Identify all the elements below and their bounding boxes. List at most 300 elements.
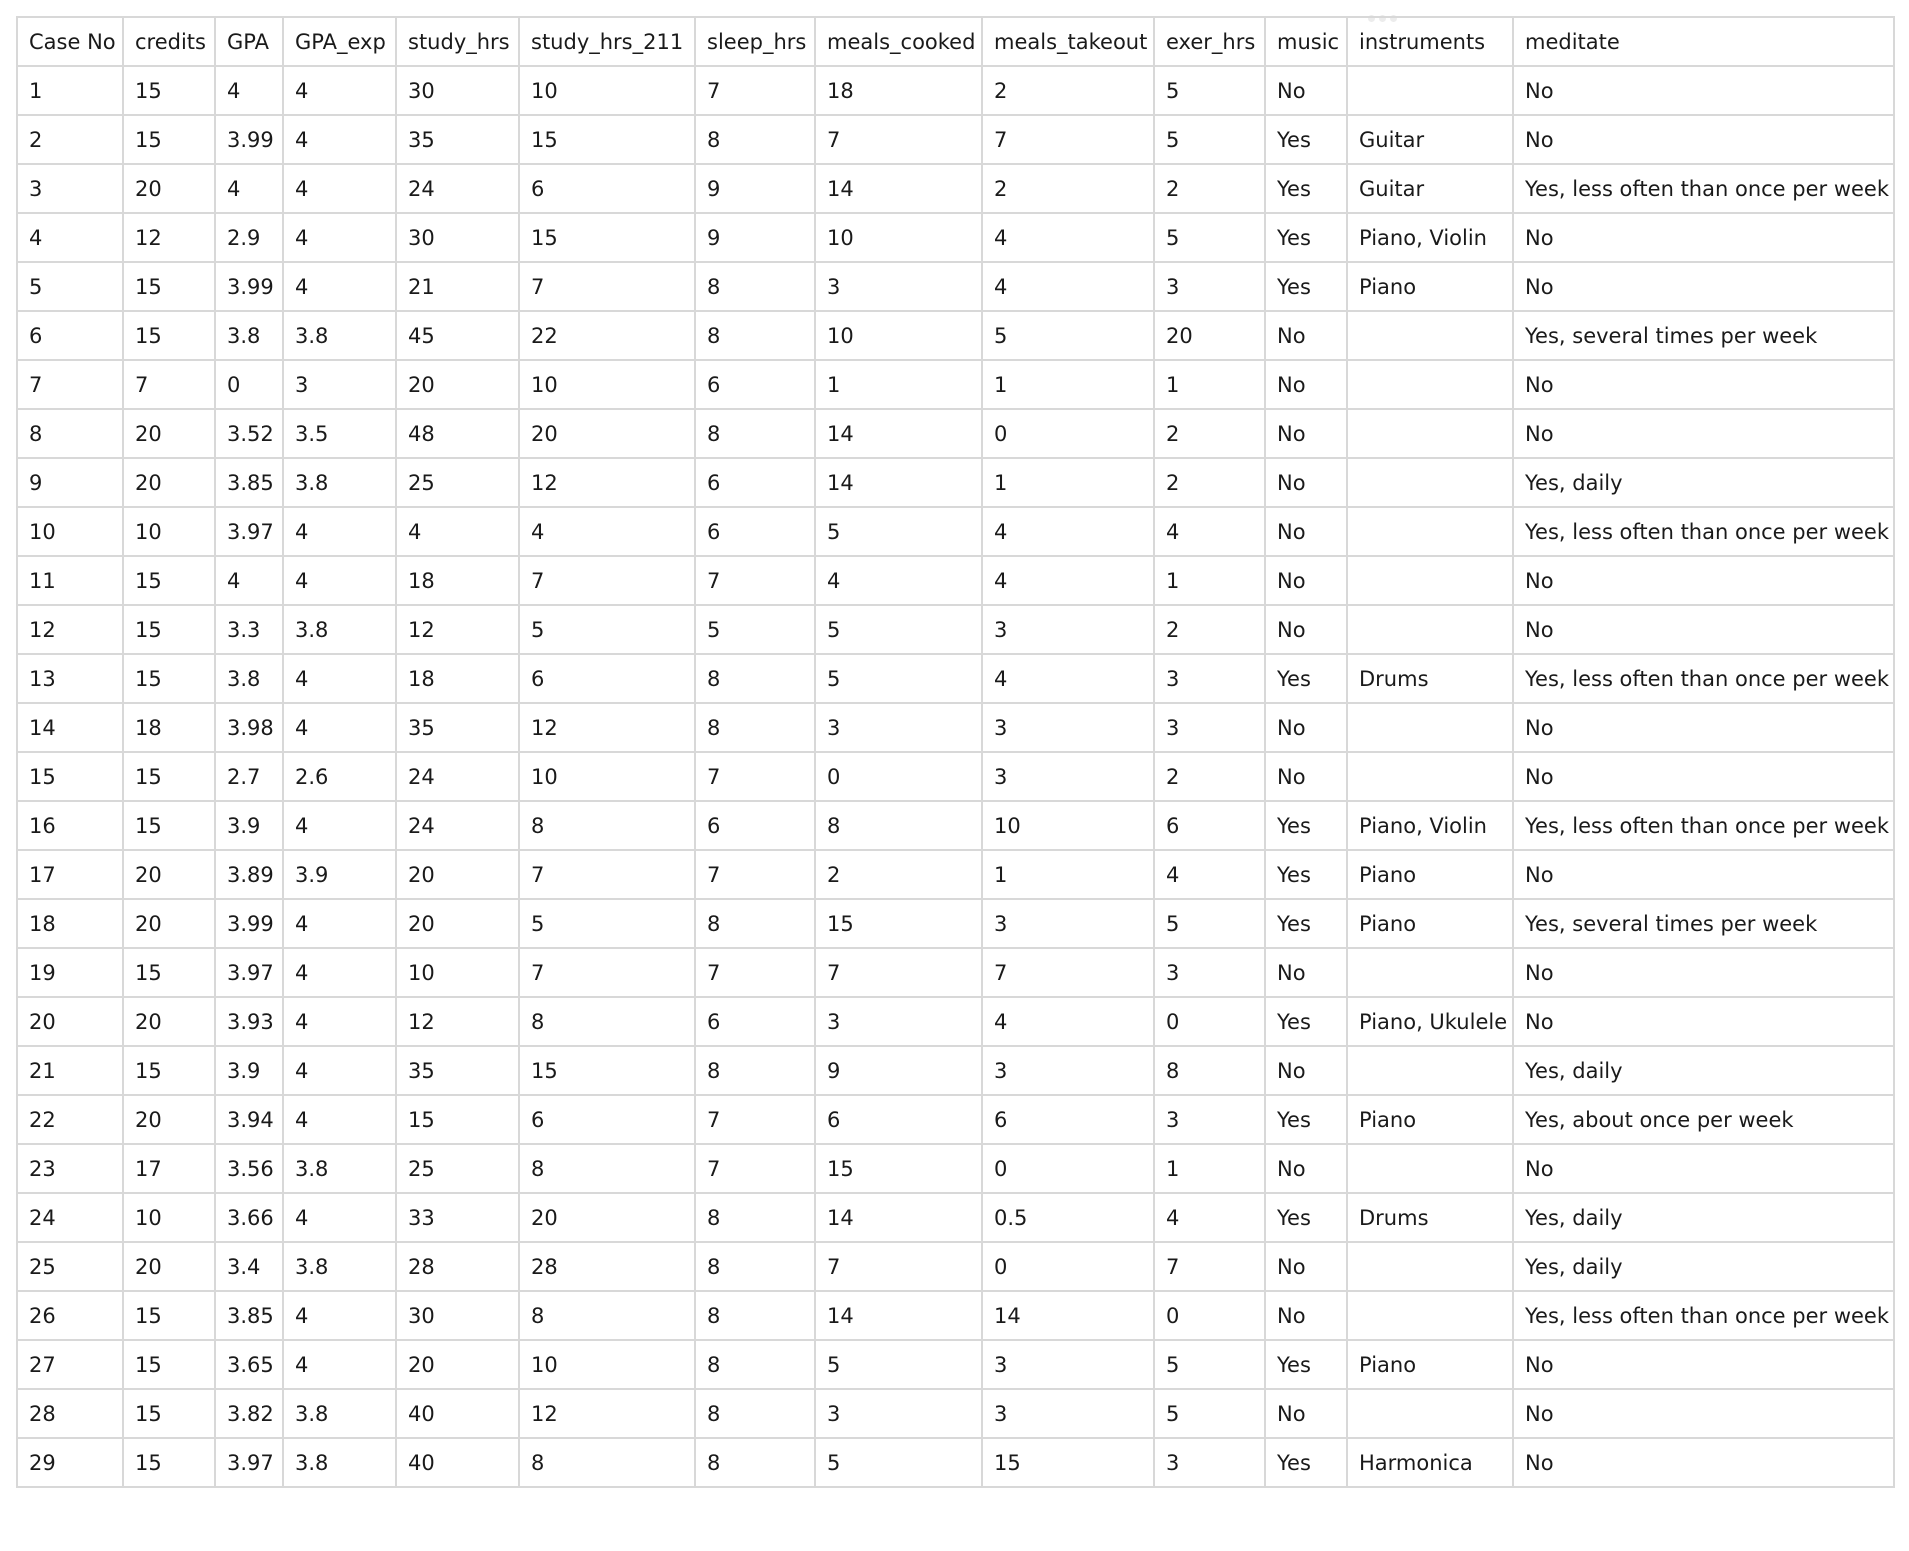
table-cell: Yes xyxy=(1265,801,1347,850)
table-cell: Yes, daily xyxy=(1513,458,1894,507)
table-cell: 4 xyxy=(283,703,396,752)
table-cell: 0 xyxy=(1154,1291,1265,1340)
table-cell: 7 xyxy=(695,1095,815,1144)
table-cell: 40 xyxy=(396,1389,519,1438)
table-cell: No xyxy=(1265,1144,1347,1193)
table-cell: 0 xyxy=(982,409,1154,458)
table-cell: 4 xyxy=(982,262,1154,311)
table-row xyxy=(17,605,1894,654)
table-cell xyxy=(1347,1144,1513,1193)
table-cell: 3.99 xyxy=(215,262,283,311)
table-cell: 9 xyxy=(695,213,815,262)
table-cell: 15 xyxy=(123,115,215,164)
table-cell: No xyxy=(1513,409,1894,458)
table-cell: 2 xyxy=(1154,458,1265,507)
table-cell: Yes, less often than once per week xyxy=(1513,1291,1894,1340)
table-cell: 35 xyxy=(396,1046,519,1095)
table-cell: 4 xyxy=(396,507,519,556)
table-cell: 4 xyxy=(1154,1193,1265,1242)
table-cell: No xyxy=(1265,605,1347,654)
table-cell: No xyxy=(1265,948,1347,997)
table-cell: 1 xyxy=(982,360,1154,409)
table-cell: No xyxy=(1513,752,1894,801)
table-cell: Yes, daily xyxy=(1513,1046,1894,1095)
table-cell: 24 xyxy=(396,164,519,213)
table-cell: 6 xyxy=(695,360,815,409)
table-cell: 20 xyxy=(123,1095,215,1144)
table-cell: 33 xyxy=(396,1193,519,1242)
table-cell: 29 xyxy=(17,1438,123,1487)
table-cell: 8 xyxy=(695,115,815,164)
table-cell: 3 xyxy=(17,164,123,213)
table-cell: No xyxy=(1513,605,1894,654)
table-cell: 3.99 xyxy=(215,899,283,948)
table-cell: 7 xyxy=(815,1242,982,1291)
table-cell: 8 xyxy=(17,409,123,458)
table-cell: 3.85 xyxy=(215,458,283,507)
table-cell: 4 xyxy=(283,1193,396,1242)
table-cell: 8 xyxy=(695,654,815,703)
table-cell: 4 xyxy=(283,556,396,605)
table-cell: 2 xyxy=(982,66,1154,115)
table-cell: 4 xyxy=(283,1291,396,1340)
table-cell: No xyxy=(1513,556,1894,605)
table-cell: No xyxy=(1513,262,1894,311)
table-cell: 5 xyxy=(982,311,1154,360)
table-cell: No xyxy=(1265,66,1347,115)
table-row xyxy=(17,262,1894,311)
table-row xyxy=(17,311,1894,360)
table-cell: 0 xyxy=(215,360,283,409)
table-row xyxy=(17,899,1894,948)
table-cell: 19 xyxy=(17,948,123,997)
table-cell: 3 xyxy=(815,1389,982,1438)
table-cell: 5 xyxy=(1154,899,1265,948)
table-cell: 8 xyxy=(695,1193,815,1242)
table-cell: 8 xyxy=(1154,1046,1265,1095)
table-cell: 7 xyxy=(695,66,815,115)
table-cell: Yes xyxy=(1265,850,1347,899)
table-cell: 6 xyxy=(519,1095,695,1144)
table-cell: 0 xyxy=(982,1242,1154,1291)
table-cell: 12 xyxy=(17,605,123,654)
table-cell: Yes xyxy=(1265,654,1347,703)
table-cell xyxy=(1347,507,1513,556)
table-cell xyxy=(1347,1291,1513,1340)
table-cell: 8 xyxy=(695,1242,815,1291)
column-header: sleep_hrs xyxy=(695,17,815,66)
table-cell: 25 xyxy=(17,1242,123,1291)
table-cell: 3.8 xyxy=(283,1438,396,1487)
table-cell: 1 xyxy=(1154,556,1265,605)
table-row xyxy=(17,703,1894,752)
table-cell: 3 xyxy=(1154,948,1265,997)
table-cell: 3.3 xyxy=(215,605,283,654)
table-row xyxy=(17,1193,1894,1242)
table-cell: 7 xyxy=(815,948,982,997)
table-cell: 5 xyxy=(1154,66,1265,115)
table-cell: 3.99 xyxy=(215,115,283,164)
table-cell: 4 xyxy=(519,507,695,556)
table-cell: 6 xyxy=(982,1095,1154,1144)
table-cell xyxy=(1347,360,1513,409)
table-row xyxy=(17,66,1894,115)
table-cell: 15 xyxy=(123,654,215,703)
table-cell: 10 xyxy=(123,1193,215,1242)
table-cell: 6 xyxy=(17,311,123,360)
table-cell: 3 xyxy=(815,997,982,1046)
table-cell: 8 xyxy=(695,1340,815,1389)
table-cell: 18 xyxy=(815,66,982,115)
table-cell: 8 xyxy=(519,1144,695,1193)
table-cell: 3.8 xyxy=(283,605,396,654)
table-cell: 20 xyxy=(396,360,519,409)
table-cell: 5 xyxy=(815,605,982,654)
table-cell: 6 xyxy=(519,164,695,213)
table-cell: Yes xyxy=(1265,164,1347,213)
table-cell xyxy=(1347,605,1513,654)
table-cell: Yes, several times per week xyxy=(1513,899,1894,948)
table-cell: 4 xyxy=(215,556,283,605)
table-cell: 4 xyxy=(17,213,123,262)
table-cell: 3.8 xyxy=(283,1144,396,1193)
table-cell: 20 xyxy=(17,997,123,1046)
table-cell: 1 xyxy=(1154,360,1265,409)
table-cell: 6 xyxy=(1154,801,1265,850)
table-cell: Piano xyxy=(1347,262,1513,311)
table-cell: 3.97 xyxy=(215,948,283,997)
table-row xyxy=(17,360,1894,409)
table-cell: Piano xyxy=(1347,899,1513,948)
table-cell: 14 xyxy=(982,1291,1154,1340)
table-cell: No xyxy=(1513,66,1894,115)
table-cell: 2.7 xyxy=(215,752,283,801)
table-cell: 20 xyxy=(519,1193,695,1242)
table-cell: 3.97 xyxy=(215,507,283,556)
table-cell: No xyxy=(1265,1291,1347,1340)
table-cell: 18 xyxy=(17,899,123,948)
table-cell: Yes, daily xyxy=(1513,1242,1894,1291)
table-cell: 11 xyxy=(17,556,123,605)
table-cell: 4 xyxy=(1154,507,1265,556)
table-cell: 20 xyxy=(123,899,215,948)
table-cell: 3 xyxy=(1154,262,1265,311)
table-cell: 4 xyxy=(982,213,1154,262)
table-cell: 3.66 xyxy=(215,1193,283,1242)
table-cell: 20 xyxy=(123,997,215,1046)
table-cell: 6 xyxy=(695,997,815,1046)
table-cell: 20 xyxy=(519,409,695,458)
table-cell: 2 xyxy=(1154,605,1265,654)
table-cell: 12 xyxy=(396,997,519,1046)
table-cell: No xyxy=(1513,703,1894,752)
table-cell: 27 xyxy=(17,1340,123,1389)
table-cell: Yes, daily xyxy=(1513,1193,1894,1242)
table-cell: 14 xyxy=(815,164,982,213)
table-cell: 10 xyxy=(123,507,215,556)
table-cell: 20 xyxy=(123,850,215,899)
table-row xyxy=(17,1095,1894,1144)
table-cell: 20 xyxy=(396,1340,519,1389)
table-cell: 30 xyxy=(396,1291,519,1340)
table-cell: 4 xyxy=(283,66,396,115)
table-cell: Drums xyxy=(1347,1193,1513,1242)
table-cell: 28 xyxy=(396,1242,519,1291)
table-cell: 35 xyxy=(396,115,519,164)
table-cell: 7 xyxy=(695,948,815,997)
table-cell: No xyxy=(1513,1340,1894,1389)
table-cell: 8 xyxy=(519,997,695,1046)
table-cell: Yes, less often than once per week xyxy=(1513,801,1894,850)
table-cell: 8 xyxy=(695,899,815,948)
table-cell: 15 xyxy=(123,801,215,850)
table-cell: No xyxy=(1265,458,1347,507)
column-header: meals_takeout xyxy=(982,17,1154,66)
table-cell: 4 xyxy=(283,1095,396,1144)
table-cell: 3 xyxy=(1154,703,1265,752)
table-row xyxy=(17,997,1894,1046)
table-cell: 3.9 xyxy=(283,850,396,899)
table-cell: 10 xyxy=(519,1340,695,1389)
table-cell: 15 xyxy=(123,752,215,801)
table-cell: 6 xyxy=(695,801,815,850)
table-row xyxy=(17,1340,1894,1389)
column-header: study_hrs xyxy=(396,17,519,66)
table-cell: No xyxy=(1513,1389,1894,1438)
table-cell: 3.8 xyxy=(283,311,396,360)
table-cell: No xyxy=(1265,507,1347,556)
table-cell: 7 xyxy=(695,752,815,801)
table-cell: No xyxy=(1265,311,1347,360)
column-header: meditate xyxy=(1513,17,1894,66)
table-cell: Yes xyxy=(1265,1438,1347,1487)
table-cell: 7 xyxy=(519,850,695,899)
table-cell xyxy=(1347,1242,1513,1291)
table-cell: 23 xyxy=(17,1144,123,1193)
column-header: instruments xyxy=(1347,17,1513,66)
table-cell: 3.9 xyxy=(215,801,283,850)
table-cell: No xyxy=(1513,1438,1894,1487)
table-cell: 15 xyxy=(815,1144,982,1193)
data-table xyxy=(16,16,1895,1488)
table-cell: 7 xyxy=(1154,1242,1265,1291)
table-cell: 2 xyxy=(815,850,982,899)
data-table-container xyxy=(16,16,1895,1488)
table-cell: 12 xyxy=(396,605,519,654)
column-header: meals_cooked xyxy=(815,17,982,66)
table-cell xyxy=(1347,1389,1513,1438)
table-cell: 15 xyxy=(123,66,215,115)
column-header: GPA xyxy=(215,17,283,66)
table-cell: Piano xyxy=(1347,1340,1513,1389)
table-cell: 15 xyxy=(17,752,123,801)
table-cell xyxy=(1347,752,1513,801)
table-cell: 4 xyxy=(283,507,396,556)
table-cell: 15 xyxy=(519,115,695,164)
table-cell: Yes, about once per week xyxy=(1513,1095,1894,1144)
table-cell: 2 xyxy=(1154,164,1265,213)
table-cell: 0 xyxy=(815,752,982,801)
table-cell: 5 xyxy=(519,605,695,654)
table-row xyxy=(17,1144,1894,1193)
table-row xyxy=(17,409,1894,458)
table-cell: 8 xyxy=(695,1438,815,1487)
table-cell: No xyxy=(1265,1046,1347,1095)
table-cell: 2.6 xyxy=(283,752,396,801)
table-cell: 8 xyxy=(695,1046,815,1095)
table-cell: 28 xyxy=(519,1242,695,1291)
table-cell: 26 xyxy=(17,1291,123,1340)
table-cell: No xyxy=(1513,1144,1894,1193)
table-cell xyxy=(1347,948,1513,997)
table-cell: 4 xyxy=(283,997,396,1046)
table-cell: 2 xyxy=(1154,409,1265,458)
table-cell: Piano xyxy=(1347,1095,1513,1144)
table-cell: 14 xyxy=(815,458,982,507)
table-row xyxy=(17,458,1894,507)
table-cell: No xyxy=(1513,115,1894,164)
table-cell: 4 xyxy=(283,801,396,850)
table-cell: 7 xyxy=(982,115,1154,164)
table-cell: 3.98 xyxy=(215,703,283,752)
table-cell: 4 xyxy=(215,164,283,213)
table-row xyxy=(17,213,1894,262)
table-cell: No xyxy=(1265,703,1347,752)
table-cell: 15 xyxy=(123,1046,215,1095)
column-header: study_hrs_211 xyxy=(519,17,695,66)
table-cell: 2.9 xyxy=(215,213,283,262)
table-cell: 3.8 xyxy=(215,654,283,703)
table-cell: Yes xyxy=(1265,213,1347,262)
table-cell: Yes, several times per week xyxy=(1513,311,1894,360)
table-cell: 7 xyxy=(519,556,695,605)
table-cell: 15 xyxy=(123,605,215,654)
table-cell: 24 xyxy=(396,801,519,850)
table-row xyxy=(17,850,1894,899)
table-cell: 5 xyxy=(1154,1389,1265,1438)
table-cell: 4 xyxy=(283,899,396,948)
table-cell: 20 xyxy=(123,1242,215,1291)
table-cell: 9 xyxy=(695,164,815,213)
table-row xyxy=(17,1242,1894,1291)
table-cell: 10 xyxy=(17,507,123,556)
table-cell: 3.89 xyxy=(215,850,283,899)
table-cell: 21 xyxy=(396,262,519,311)
table-cell: 3.94 xyxy=(215,1095,283,1144)
table-cell: 10 xyxy=(519,360,695,409)
table-cell: 7 xyxy=(519,262,695,311)
table-cell: Piano xyxy=(1347,850,1513,899)
table-cell: 9 xyxy=(815,1046,982,1095)
table-cell: No xyxy=(1265,409,1347,458)
table-cell: 3.8 xyxy=(283,1389,396,1438)
table-cell: 2 xyxy=(17,115,123,164)
table-cell: 3.85 xyxy=(215,1291,283,1340)
table-cell: Yes, less often than once per week xyxy=(1513,164,1894,213)
table-cell xyxy=(1347,311,1513,360)
table-cell: 7 xyxy=(17,360,123,409)
table-cell: 3.52 xyxy=(215,409,283,458)
table-cell: No xyxy=(1513,997,1894,1046)
table-cell: 40 xyxy=(396,1438,519,1487)
table-cell xyxy=(1347,409,1513,458)
table-header-row xyxy=(17,17,1894,66)
table-cell xyxy=(1347,1046,1513,1095)
table-cell: 1 xyxy=(982,850,1154,899)
table-cell: 3 xyxy=(283,360,396,409)
table-cell: 28 xyxy=(17,1389,123,1438)
table-cell: 15 xyxy=(123,1291,215,1340)
table-cell: 4 xyxy=(283,1046,396,1095)
table-cell: 30 xyxy=(396,213,519,262)
table-cell: 2 xyxy=(1154,752,1265,801)
table-cell: 10 xyxy=(815,311,982,360)
table-cell: 12 xyxy=(519,703,695,752)
table-cell: Piano, Ukulele xyxy=(1347,997,1513,1046)
table-cell: 17 xyxy=(17,850,123,899)
table-cell: 4 xyxy=(982,507,1154,556)
table-cell: 3 xyxy=(982,1046,1154,1095)
table-cell: 24 xyxy=(17,1193,123,1242)
table-cell xyxy=(1347,458,1513,507)
table-row xyxy=(17,654,1894,703)
table-cell: 10 xyxy=(815,213,982,262)
table-cell: 3 xyxy=(982,899,1154,948)
table-cell: 5 xyxy=(1154,115,1265,164)
table-cell: 4 xyxy=(982,997,1154,1046)
table-row xyxy=(17,1438,1894,1487)
table-row xyxy=(17,1291,1894,1340)
table-cell: 3.5 xyxy=(283,409,396,458)
table-cell: 15 xyxy=(123,556,215,605)
table-cell: 3 xyxy=(982,703,1154,752)
table-cell: 3.8 xyxy=(215,311,283,360)
table-cell: 4 xyxy=(215,66,283,115)
table-cell: 4 xyxy=(283,1340,396,1389)
table-cell: 18 xyxy=(123,703,215,752)
column-header: GPA_exp xyxy=(283,17,396,66)
table-cell: 3.93 xyxy=(215,997,283,1046)
table-cell: Yes xyxy=(1265,1340,1347,1389)
table-cell: 18 xyxy=(396,556,519,605)
table-cell: 10 xyxy=(519,66,695,115)
table-cell: 6 xyxy=(695,458,815,507)
table-cell: 4 xyxy=(1154,850,1265,899)
table-cell: 3.97 xyxy=(215,1438,283,1487)
table-cell xyxy=(1347,703,1513,752)
table-row xyxy=(17,752,1894,801)
table-cell: 3.4 xyxy=(215,1242,283,1291)
table-cell: 5 xyxy=(519,899,695,948)
table-cell: No xyxy=(1265,1389,1347,1438)
table-cell: No xyxy=(1513,948,1894,997)
table-cell: 7 xyxy=(815,115,982,164)
table-row xyxy=(17,556,1894,605)
table-row xyxy=(17,507,1894,556)
table-cell: 25 xyxy=(396,458,519,507)
table-cell: 4 xyxy=(815,556,982,605)
table-cell: 14 xyxy=(815,409,982,458)
table-cell: 21 xyxy=(17,1046,123,1095)
table-cell: 3 xyxy=(982,1389,1154,1438)
table-cell: Yes xyxy=(1265,1193,1347,1242)
table-cell: 15 xyxy=(396,1095,519,1144)
table-cell: 12 xyxy=(519,458,695,507)
table-cell: 4 xyxy=(283,948,396,997)
table-cell: 5 xyxy=(815,1340,982,1389)
table-cell: 3 xyxy=(982,605,1154,654)
table-cell: 8 xyxy=(695,409,815,458)
